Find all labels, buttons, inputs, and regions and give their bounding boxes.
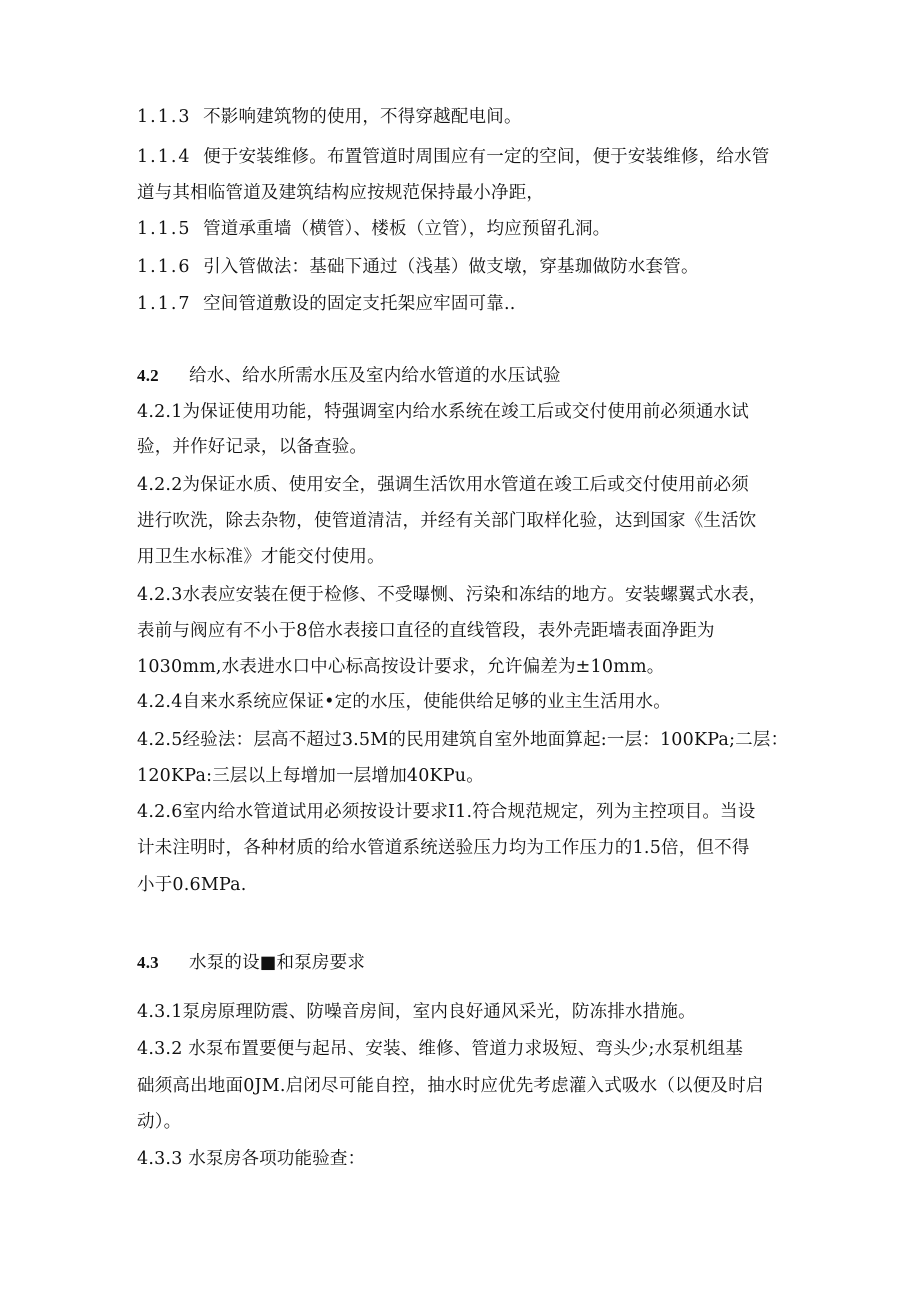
paragraph-4-2-1-line-2: 验，并作好记录，以备查验。 — [137, 437, 368, 457]
paragraph-4-2-6-line-2: 计未注明时，各种材质的给水管道系统送验压力均为工作压力的1.5倍，但不得 — [137, 838, 750, 858]
item-number: 1.1.7 — [137, 294, 192, 314]
paragraph-4-2-1-line-1: 4.2.1为保证使用功能，特强调室内给水系统在竣工后或交付使用前必须通水试 — [137, 402, 749, 422]
item-number: 1.1.5 — [137, 219, 192, 239]
paragraph-4-3-1: 4.3.1泵房原理防震、防噪音房间，室内良好通风采光，防冻排水措施。 — [137, 1002, 696, 1022]
item-number: 1.1.3 — [137, 107, 192, 127]
section-title: 水泵的设■和泵房要求 — [189, 953, 366, 973]
item-text: 空间管道敷设的固定支托架应牢固可靠.. — [203, 294, 516, 314]
paragraph-4-3-2-line-2: 础须高出地面0JM.启闭尽可能自控，抽水时应优先考虑灌入式吸水（以便及时启 — [137, 1076, 764, 1096]
paragraph-4-2-6-line-1: 4.2.6室内给水管道试用必须按设计要求I1.符合规范规定，列为主控项目。当设 — [137, 802, 756, 822]
item-1-1-5 — [137, 217, 797, 241]
section-heading-4-2 — [137, 364, 797, 388]
section-heading-4-3 — [137, 951, 797, 975]
item-1-1-7 — [137, 292, 797, 316]
item-number: 1.1.4 — [137, 147, 192, 167]
item-text: 管道承重墙（横管）、楼板（立管），均应预留孔洞。 — [203, 219, 611, 239]
paragraph-4-2-5-line-1: 4.2.5经验法：层高不超过3.5M的民用建筑自室外地面算起:一层：100KPa;二层： — [137, 730, 789, 750]
paragraph-4-3-2-line-3: 动）。 — [137, 1112, 182, 1132]
item-1-1-3 — [137, 105, 797, 129]
item-1-1-6 — [137, 255, 797, 279]
paragraph-4-3-3: 4.3.3 水泵房各项功能验查： — [137, 1149, 366, 1169]
item-text: 不影响建筑物的使用，不得穿越配电间。 — [203, 107, 522, 127]
paragraph-4-2-2-line-3: 用卫生水标准》才能交付使用。 — [137, 547, 385, 567]
paragraph-4-2-2-line-1: 4.2.2为保证水质、使用安全，强调生活饮用水管道在竣工后或交付使用前必须 — [137, 475, 749, 495]
paragraph-4-2-3-line-1: 4.2.3水表应安装在便于检修、不受曝恻、污染和冻结的地方。安装螺翼式水表， — [137, 585, 767, 605]
item-1-1-4 — [137, 145, 797, 169]
section-number: 4.2 — [137, 366, 159, 385]
paragraph-4-2-4: 4.2.4自来水系统应保证•定的水压，使能供给足够的业主生活用水。 — [137, 692, 671, 712]
paragraph-4-2-3-line-2: 表前与阀应有不小于8倍水表接口直径的直线管段，表外壳距墙表面净距为 — [137, 621, 715, 641]
paragraph-4-2-3-line-3: 1030mm,水表进水口中心标高按设计要求，允许偏差为±10mm。 — [137, 657, 665, 677]
item-text: 便于安装维修。布置管道时周围应有一定的空间，便于安装维修，给水管 — [203, 147, 770, 167]
paragraph-4-2-6-line-3: 小于0.6MPa. — [137, 875, 247, 895]
item-number: 1.1.6 — [137, 257, 192, 277]
section-number: 4.3 — [137, 953, 159, 972]
item-1-1-4-continuation: 道与其相临管道及建筑结构应按规范保持最小净距， — [137, 183, 545, 203]
paragraph-4-3-2-line-1: 4.3.2 水泵布置要便与起吊、安装、维修、管道力求圾短、弯头少;水泵机组基 — [137, 1039, 744, 1059]
paragraph-4-2-2-line-2: 进行吹洗，除去杂物，使管道清洁，并经有关部门取样化验，达到国家《生活饮 — [137, 511, 757, 531]
item-text: 引入管做法：基础下通过（浅基）做支墩，穿基珈做防水套管。 — [203, 257, 699, 277]
paragraph-4-2-5-line-2: 120KPa:三层以上每增加一层增加40KPu。 — [137, 766, 484, 786]
section-title: 给水、给水所需水压及室内给水管道的水压试验 — [189, 366, 561, 386]
